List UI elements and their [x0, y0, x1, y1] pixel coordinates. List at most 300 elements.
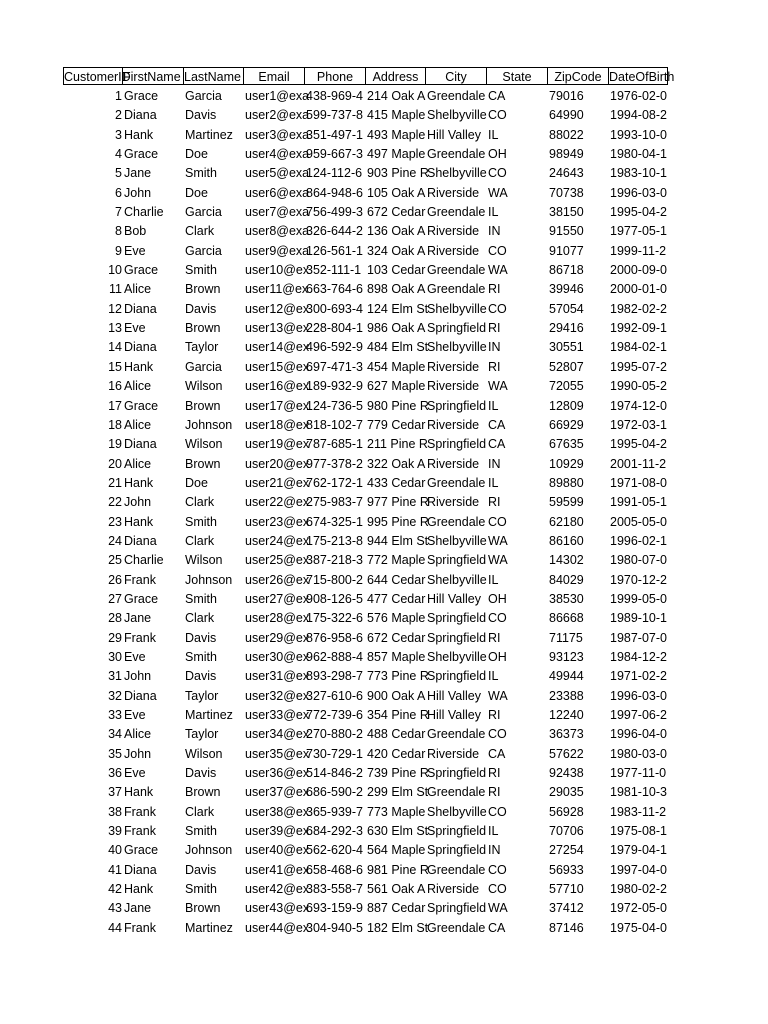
cell-phone: 124-112-6 [306, 166, 363, 181]
cell-lastname: Brown [185, 282, 221, 297]
cell-phone: 126-561-1 [306, 243, 363, 258]
table-row [63, 474, 668, 493]
cell-email: user4@exa [245, 147, 310, 162]
cell-customerid: 27 [108, 591, 122, 606]
cell-address: 420 Cedar [367, 746, 426, 761]
cell-dateofbirth: 1977-05-1 [610, 224, 667, 239]
cell-firstname: Bob [124, 224, 147, 239]
cell-city: Shelbyville [427, 108, 487, 123]
cell-address: 773 Pine R [367, 669, 429, 684]
cell-lastname: Davis [185, 766, 217, 781]
cell-address: 887 Cedar [367, 901, 426, 916]
cell-email: user38@ex [245, 804, 310, 819]
cell-firstname: Diana [124, 301, 157, 316]
cell-state: OH [488, 147, 507, 162]
cell-firstname: John [124, 746, 152, 761]
cell-zipcode: 88022 [549, 127, 584, 142]
cell-lastname: Clark [185, 533, 215, 548]
cell-dateofbirth: 1999-11-2 [610, 243, 667, 258]
cell-address: 211 Pine R [367, 437, 428, 452]
cell-address: 898 Oak A [367, 282, 426, 297]
header-lastname: LastName [184, 67, 244, 85]
cell-lastname: Taylor [185, 340, 219, 355]
cell-customerid: 25 [108, 553, 122, 568]
cell-address: 484 Elm St [367, 340, 429, 355]
cell-firstname: Alice [124, 727, 152, 742]
cell-zipcode: 52807 [549, 359, 584, 374]
cell-zipcode: 29416 [549, 321, 584, 336]
cell-lastname: Clark [185, 224, 215, 239]
cell-state: CO [488, 862, 507, 877]
cell-phone: 438-969-4 [306, 89, 363, 103]
cell-lastname: Smith [185, 882, 217, 897]
table-row [63, 222, 668, 241]
cell-lastname: Doe [185, 185, 208, 200]
table-row [63, 725, 668, 744]
cell-city: Springfield [427, 611, 487, 626]
cell-dateofbirth: 1971-02-2 [610, 669, 667, 684]
cell-customerid: 18 [108, 417, 122, 432]
cell-customerid: 8 [115, 224, 122, 239]
cell-zipcode: 91550 [549, 224, 584, 239]
cell-state: RI [488, 766, 501, 781]
cell-dateofbirth: 1996-02-1 [610, 533, 667, 548]
cell-city: Shelbyville [427, 572, 487, 587]
cell-customerid: 4 [115, 147, 122, 162]
table-row [63, 435, 668, 454]
cell-zipcode: 89880 [549, 475, 584, 490]
cell-dateofbirth: 1992-09-1 [610, 321, 667, 336]
cell-state: CA [488, 920, 506, 935]
cell-city: Springfield [427, 669, 487, 684]
cell-zipcode: 71175 [549, 630, 583, 645]
cell-customerid: 7 [115, 205, 122, 220]
cell-dateofbirth: 1981-10-3 [610, 785, 667, 800]
cell-state: CA [488, 417, 506, 432]
cell-lastname: Davis [185, 862, 217, 877]
cell-customerid: 22 [108, 495, 122, 510]
table-row [63, 880, 668, 899]
cell-firstname: Grace [124, 398, 159, 413]
cell-email: user23@ex [245, 514, 310, 529]
cell-customerid: 40 [108, 843, 122, 858]
cell-phone: 658-468-6 [306, 862, 363, 877]
cell-customerid: 9 [115, 243, 122, 258]
cell-zipcode: 56928 [549, 804, 584, 819]
cell-email: user5@exa [245, 166, 310, 181]
cell-customerid: 26 [108, 572, 122, 587]
cell-email: user24@ex [245, 533, 310, 548]
cell-firstname: Hank [124, 785, 154, 800]
cell-phone: 175-322-6 [306, 611, 363, 626]
cell-customerid: 42 [108, 882, 122, 897]
cell-state: IL [488, 572, 499, 587]
table-row [63, 609, 668, 628]
cell-state: OH [488, 591, 507, 606]
cell-state: CA [488, 746, 506, 761]
cell-phone: 908-126-5 [306, 591, 363, 606]
cell-customerid: 6 [115, 185, 122, 200]
cell-zipcode: 56933 [549, 862, 584, 877]
cell-phone: 818-102-7 [306, 417, 363, 432]
cell-phone: 962-888-4 [306, 649, 363, 664]
cell-lastname: Martinez [185, 920, 233, 935]
cell-address: 324 Oak A [367, 243, 426, 258]
cell-email: user10@ex [245, 263, 310, 278]
cell-zipcode: 64990 [549, 108, 584, 123]
cell-address: 903 Pine R [367, 166, 429, 181]
cell-address: 136 Oak A [367, 224, 426, 239]
cell-lastname: Johnson [185, 843, 233, 858]
table-row [63, 397, 668, 416]
cell-lastname: Wilson [185, 746, 223, 761]
cell-dateofbirth: 1972-03-1 [610, 417, 667, 432]
cell-customerid: 13 [108, 321, 122, 336]
cell-address: 488 Cedar [367, 727, 426, 742]
cell-city: Hill Valley [427, 688, 481, 703]
cell-city: Greendale [427, 862, 486, 877]
cell-dateofbirth: 1976-02-0 [610, 89, 667, 103]
cell-phone: 693-159-9 [306, 901, 363, 916]
cell-lastname: Brown [185, 456, 221, 471]
cell-firstname: Eve [124, 243, 146, 258]
cell-email: user42@ex [245, 882, 310, 897]
cell-zipcode: 93123 [549, 649, 584, 664]
table-row [63, 261, 668, 280]
cell-dateofbirth: 1977-11-0 [610, 766, 667, 781]
cell-firstname: Jane [124, 611, 152, 626]
cell-zipcode: 30551 [549, 340, 584, 355]
cell-phone: 300-693-4 [306, 301, 363, 316]
cell-lastname: Smith [185, 166, 217, 181]
cell-city: Springfield [427, 824, 487, 839]
cell-zipcode: 92438 [549, 766, 584, 781]
cell-address: 739 Pine R [367, 766, 429, 781]
cell-state: IL [488, 475, 499, 490]
cell-address: 986 Oak A [367, 321, 426, 336]
cell-dateofbirth: 1984-02-1 [610, 340, 667, 355]
cell-email: user39@ex [245, 824, 310, 839]
table-row [63, 532, 668, 551]
cell-firstname: Grace [124, 89, 159, 103]
cell-phone: 365-939-7 [306, 804, 363, 819]
cell-email: user19@ex [245, 437, 310, 452]
cell-zipcode: 79016 [549, 89, 584, 103]
cell-lastname: Davis [185, 669, 217, 684]
cell-address: 944 Elm St [367, 533, 429, 548]
cell-state: IN [488, 843, 501, 858]
cell-address: 644 Cedar [367, 572, 426, 587]
table-row [63, 184, 668, 203]
cell-lastname: Doe [185, 147, 208, 162]
cell-city: Riverside [427, 882, 480, 897]
cell-email: user15@ex [245, 359, 310, 374]
cell-zipcode: 57054 [549, 301, 584, 316]
cell-customerid: 16 [108, 379, 122, 394]
cell-state: IN [488, 340, 501, 355]
cell-phone: 124-736-5 [306, 398, 363, 413]
cell-address: 493 Maple [367, 127, 426, 142]
cell-address: 627 Maple [367, 379, 426, 394]
cell-firstname: Grace [124, 591, 159, 606]
cell-zipcode: 38530 [549, 591, 584, 606]
table-row [63, 841, 668, 860]
cell-firstname: Alice [124, 417, 152, 432]
cell-city: Springfield [427, 901, 487, 916]
cell-dateofbirth: 1980-04-1 [610, 147, 667, 162]
header-phone: Phone [305, 67, 366, 85]
cell-dateofbirth: 1997-04-0 [610, 862, 667, 877]
cell-address: 576 Maple [367, 611, 426, 626]
cell-lastname: Clark [185, 611, 215, 626]
cell-dateofbirth: 1975-08-1 [610, 824, 667, 839]
cell-phone: 715-800-2 [306, 572, 363, 587]
cell-email: user11@ex [245, 282, 309, 297]
cell-firstname: Hank [124, 475, 154, 490]
cell-email: user20@ex [245, 456, 310, 471]
cell-city: Greendale [427, 920, 486, 935]
cell-firstname: Frank [124, 572, 156, 587]
cell-state: IN [488, 224, 501, 239]
cell-dateofbirth: 1982-02-2 [610, 301, 667, 316]
cell-city: Shelbyville [427, 804, 487, 819]
cell-address: 103 Cedar [367, 263, 426, 278]
cell-zipcode: 23388 [549, 688, 584, 703]
cell-phone: 684-292-3 [306, 824, 363, 839]
cell-email: user2@exa [245, 108, 310, 123]
cell-address: 477 Cedar [367, 591, 426, 606]
table-row [63, 667, 668, 686]
cell-email: user6@exa [245, 185, 310, 200]
cell-phone: 275-983-7 [306, 495, 363, 510]
cell-address: 981 Pine R [367, 862, 429, 877]
cell-city: Greendale [427, 263, 486, 278]
cell-customerid: 37 [108, 785, 122, 800]
cell-customerid: 3 [115, 127, 122, 142]
cell-zipcode: 66929 [549, 417, 584, 432]
cell-phone: 514-846-2 [306, 766, 363, 781]
cell-phone: 270-880-2 [306, 727, 363, 742]
cell-lastname: Wilson [185, 437, 223, 452]
cell-firstname: Frank [124, 824, 156, 839]
cell-zipcode: 86668 [549, 611, 584, 626]
cell-phone: 387-218-3 [306, 553, 363, 568]
table-row [63, 87, 668, 106]
cell-email: user32@ex [245, 688, 310, 703]
cell-city: Hill Valley [427, 591, 481, 606]
table-row [63, 648, 668, 667]
cell-firstname: Alice [124, 379, 152, 394]
cell-city: Springfield [427, 321, 487, 336]
table-row [63, 590, 668, 609]
cell-state: IL [488, 127, 499, 142]
cell-lastname: Wilson [185, 553, 223, 568]
cell-address: 564 Maple [367, 843, 426, 858]
cell-email: user17@ex [245, 398, 310, 413]
cell-lastname: Davis [185, 630, 217, 645]
cell-state: RI [488, 321, 501, 336]
cell-zipcode: 37412 [549, 901, 584, 916]
cell-customerid: 20 [108, 456, 122, 471]
cell-lastname: Brown [185, 398, 221, 413]
table-row [63, 145, 668, 164]
cell-customerid: 1 [115, 89, 122, 103]
cell-state: RI [488, 708, 501, 722]
cell-zipcode: 39946 [549, 282, 584, 297]
table-row [63, 571, 668, 590]
cell-customerid: 39 [108, 824, 122, 839]
cell-phone: 304-940-5 [306, 920, 363, 935]
table-row [63, 416, 668, 435]
cell-phone: 864-948-6 [306, 185, 363, 200]
cell-customerid: 30 [108, 649, 122, 664]
header-dateofbirth: DateOfBirth [609, 67, 668, 85]
table-row [63, 745, 668, 764]
cell-state: RI [488, 359, 501, 374]
cell-city: Riverside [427, 746, 480, 761]
cell-state: CO [488, 301, 507, 316]
cell-firstname: Diana [124, 533, 157, 548]
cell-email: user40@ex [245, 843, 310, 858]
cell-zipcode: 49944 [549, 669, 584, 684]
cell-city: Riverside [427, 417, 480, 432]
cell-firstname: Alice [124, 456, 152, 471]
cell-dateofbirth: 1991-05-1 [610, 495, 667, 510]
cell-firstname: Charlie [124, 553, 164, 568]
cell-city: Riverside [427, 456, 480, 471]
cell-firstname: Diana [124, 108, 157, 123]
cell-phone: 228-804-1 [306, 321, 363, 336]
cell-state: WA [488, 185, 508, 200]
cell-city: Greendale [427, 514, 486, 529]
cell-phone: 977-378-2 [306, 456, 363, 471]
cell-dateofbirth: 2000-01-0 [610, 282, 667, 297]
cell-dateofbirth: 1990-05-2 [610, 379, 667, 394]
cell-state: CO [488, 727, 507, 742]
cell-firstname: Grace [124, 843, 159, 858]
cell-customerid: 43 [108, 901, 122, 916]
cell-dateofbirth: 1987-07-0 [610, 630, 667, 645]
cell-firstname: John [124, 495, 152, 510]
cell-firstname: Hank [124, 882, 154, 897]
cell-dateofbirth: 2001-11-2 [610, 456, 667, 471]
cell-state: CO [488, 514, 507, 529]
cell-firstname: Alice [124, 282, 152, 297]
cell-city: Greendale [427, 475, 486, 490]
cell-city: Greendale [427, 147, 486, 162]
cell-city: Greendale [427, 727, 486, 742]
cell-zipcode: 12240 [549, 708, 584, 722]
cell-dateofbirth: 1999-05-0 [610, 591, 667, 606]
cell-dateofbirth: 1984-12-2 [610, 649, 667, 664]
cell-address: 322 Oak A [367, 456, 426, 471]
cell-email: user18@ex [245, 417, 310, 432]
cell-address: 857 Maple [367, 649, 426, 664]
cell-phone: 730-729-1 [306, 746, 363, 761]
cell-phone: 756-499-3 [306, 205, 363, 220]
cell-firstname: Jane [124, 166, 152, 181]
cell-state: IL [488, 824, 499, 839]
cell-email: user27@ex [245, 591, 310, 606]
cell-lastname: Brown [185, 321, 221, 336]
cell-address: 672 Cedar [367, 205, 426, 220]
cell-address: 124 Elm St [367, 301, 429, 316]
table-row [63, 687, 668, 706]
cell-customerid: 34 [108, 727, 122, 742]
cell-city: Springfield [427, 630, 487, 645]
cell-firstname: Diana [124, 688, 157, 703]
cell-customerid: 17 [108, 398, 122, 413]
cell-email: user37@ex [245, 785, 310, 800]
cell-state: WA [488, 901, 508, 916]
cell-dateofbirth: 1971-08-0 [610, 475, 667, 490]
cell-phone: 893-298-7 [306, 669, 363, 684]
cell-zipcode: 87146 [549, 920, 584, 935]
cell-firstname: Hank [124, 127, 154, 142]
cell-zipcode: 29035 [549, 785, 584, 800]
cell-zipcode: 98949 [549, 147, 584, 162]
table-row [63, 106, 668, 125]
cell-firstname: Frank [124, 920, 156, 935]
cell-lastname: Clark [185, 804, 215, 819]
cell-lastname: Wilson [185, 379, 223, 394]
cell-email: user26@ex [245, 572, 310, 587]
cell-state: RI [488, 785, 501, 800]
cell-customerid: 15 [108, 359, 122, 374]
cell-email: user36@ex [245, 766, 310, 781]
table-row [63, 203, 668, 222]
table-row [63, 803, 668, 822]
cell-dateofbirth: 2000-09-0 [610, 263, 667, 278]
header-state: State [487, 67, 548, 85]
cell-phone: 496-592-9 [306, 340, 363, 355]
table-row [63, 493, 668, 512]
cell-customerid: 19 [108, 437, 122, 452]
table-row [63, 861, 668, 880]
cell-zipcode: 86160 [549, 533, 584, 548]
cell-dateofbirth: 1970-12-2 [610, 572, 667, 587]
cell-dateofbirth: 1996-03-0 [610, 688, 667, 703]
cell-city: Shelbyville [427, 301, 487, 316]
cell-dateofbirth: 1994-08-2 [610, 108, 667, 123]
cell-email: user29@ex [245, 630, 310, 645]
cell-dateofbirth: 1996-04-0 [610, 727, 667, 742]
cell-customerid: 11 [109, 282, 122, 297]
cell-email: user9@exa [245, 243, 310, 258]
cell-firstname: Frank [124, 804, 156, 819]
cell-lastname: Martinez [185, 127, 233, 142]
cell-phone: 762-172-1 [306, 475, 363, 490]
cell-address: 900 Oak A [367, 688, 426, 703]
cell-state: CO [488, 882, 507, 897]
cell-address: 773 Maple [367, 804, 426, 819]
cell-email: user14@ex [245, 340, 310, 355]
cell-lastname: Davis [185, 301, 217, 316]
cell-zipcode: 70706 [549, 824, 584, 839]
table-row [63, 764, 668, 783]
cell-address: 630 Elm St [367, 824, 429, 839]
cell-dateofbirth: 1989-10-1 [610, 611, 667, 626]
cell-firstname: John [124, 185, 152, 200]
cell-city: Hill Valley [427, 708, 481, 722]
cell-city: Springfield [427, 398, 487, 413]
cell-customerid: 28 [108, 611, 122, 626]
cell-dateofbirth: 1972-05-0 [610, 901, 667, 916]
cell-firstname: Eve [124, 708, 146, 722]
cell-lastname: Johnson [185, 572, 233, 587]
cell-email: user13@ex [245, 321, 310, 336]
header-row [63, 67, 675, 87]
